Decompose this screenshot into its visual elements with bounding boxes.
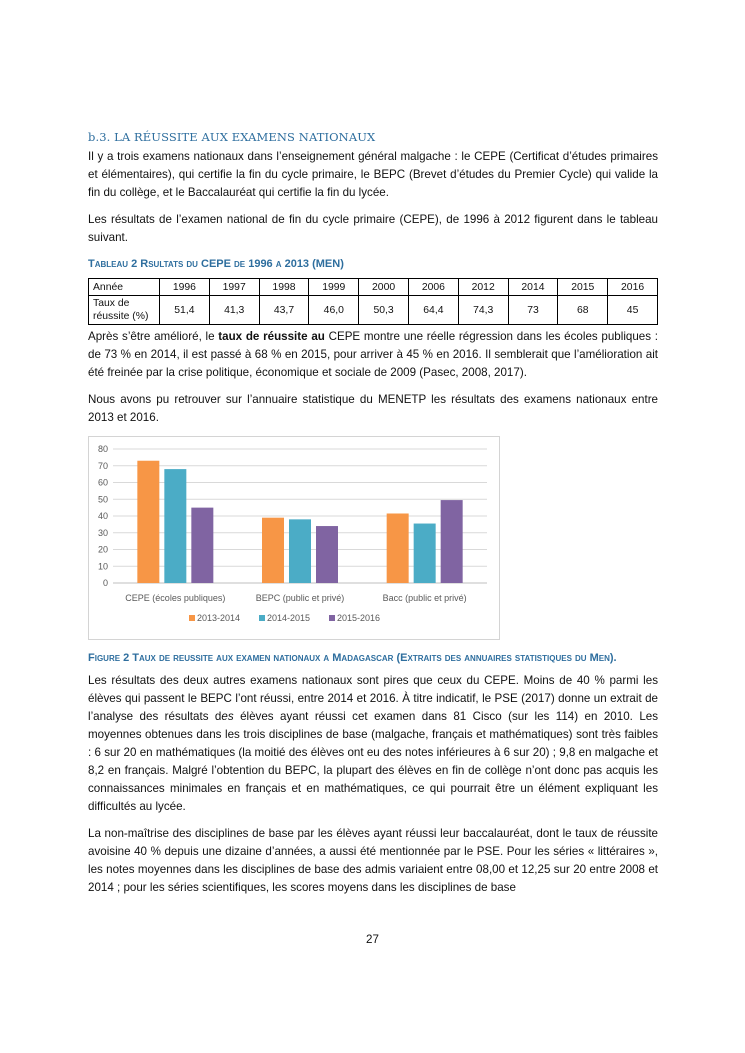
chart-bar <box>262 518 284 583</box>
table-year-cell: 2015 <box>558 279 608 296</box>
chart-bar <box>387 513 409 583</box>
chart-legend-swatch <box>189 615 195 621</box>
table-year-cell: 1996 <box>160 279 210 296</box>
figure-caption: Figure 2 Taux de reussite aux examen nationaux a Madagascar (Extraits des annuaires statistiques du Men). <box>88 652 617 664</box>
paragraph-exams-intro: Il y a trois examens nationaux dans l’enseignement général malgache : le CEPE (Certificat d’études primaires et élémentaires), qui certifie la fin du cycle primaire, le BEPC (Brevet d’études du Premier Cycle) qui valide la fin du collège, et le Baccalauréat qui certifie la fin du lycée. <box>88 150 658 199</box>
table-year-cell: 1998 <box>259 279 309 296</box>
table-values-row <box>89 296 658 325</box>
table-year-cell: 2016 <box>608 279 658 296</box>
paragraph-cepe-intro: Les résultats de l’examen national de fin du cycle primaire (CEPE), de 1996 à 2012 figurent dans le tableau suivant. <box>88 213 658 244</box>
table-header-label: Année <box>89 279 160 296</box>
chart-y-tick-label: 30 <box>97 527 108 538</box>
chart-legend-label: 2013-2014 <box>197 613 241 623</box>
chart-legend-swatch <box>259 615 265 621</box>
table-year-cell: 1999 <box>309 279 359 296</box>
chart-svg <box>89 437 499 639</box>
page-content <box>88 130 658 906</box>
paragraph-bepc-results: Les résultats des deux autres examens nationaux sont pires que ceux du CEPE. Moins de 40 % parmi les élèves qui passent le BEPC l’ont réussi, entre 2014 et 2016. À titre indicatif, le PSE (2017) donne un extrait de l’analyse des résultats des élèves ayant réussi cet examen dans 81 Cisco (sur les 114) en 2010. Les moyennes obtenues dans les trois disciplines de base (malgache, français et mathématiques) sont très faibles : 6 sur 20 en mathématiques (la moitié des élèves ont eu des notes inférieures à 6 sur 20) ; 9,8 en malgache et 8,2 en français. Malgré l’obtention du BEPC, la plupart des élèves en fin de collège n’ont donc pas acquis les connaissances minimales en français et en mathématiques, ce qui pourrait être un élément expliquant les difficultés au lycée. <box>88 674 659 813</box>
chart-y-tick-label: 20 <box>97 544 108 555</box>
chart-bar <box>164 469 186 583</box>
table-year-cell: 2006 <box>408 279 458 296</box>
table-row-label: Taux de réussite (%) <box>89 296 160 325</box>
chart-y-tick-label: 80 <box>97 444 108 454</box>
table-value-cell: 51,4 <box>160 296 210 325</box>
table-value-cell: 50,3 <box>359 296 409 325</box>
chart-bar <box>441 500 463 583</box>
chart-legend-swatch <box>329 615 335 621</box>
paragraph-bacc-results: La non-maîtrise des disciplines de base par les élèves ayant réussi leur baccalauréat, dont le taux de réussite avoisine 40 % depuis une dizaine d’années, a aussi été mentionnée par le PSE. Pour les séries « littéraires », les notes moyennes dans les disciplines de base des admis variaient entre 08,00 et 12,25 sur 20 entre 2008 et 2014 ; pour les séries scientifiques, les scores moyens dans les disciplines de base <box>88 827 658 894</box>
table-value-cell: 68 <box>558 296 608 325</box>
table-year-cell: 1997 <box>209 279 259 296</box>
table-value-cell: 43,7 <box>259 296 309 325</box>
chart-y-tick-label: 40 <box>97 511 108 521</box>
page-number: 27 <box>366 933 379 946</box>
paragraph-cepe-regression: Après s’être amélioré, le taux de réussite au CEPE montre une réelle régression dans les écoles publiques : de 73 % en 2014, il est passé à 68 % en 2015, pour arriver à 45 % en 2016. Il semblerait que l’amélioration ait été freinée par la crise politique, économique et sociale de 2009 (Pasec, 2008, 2017). <box>88 330 659 379</box>
table-year-cell: 2012 <box>458 279 508 296</box>
table-value-cell: 45 <box>608 296 658 325</box>
table-value-cell: 73 <box>508 296 558 325</box>
paragraph-menetp: Nous avons pu retrouver sur l’annuaire statistique du MENETP les résultats des examens nationaux entre 2013 et 2016. <box>88 393 658 424</box>
section-title: b.3. LA RÉUSSITE AUX EXAMENS NATIONAUX <box>88 130 376 144</box>
chart-bar <box>316 526 338 583</box>
table-value-cell: 74,3 <box>458 296 508 325</box>
chart-legend-label: 2015-2016 <box>337 613 381 623</box>
table-header-row <box>89 279 658 296</box>
table-value-cell: 64,4 <box>408 296 458 325</box>
exam-results-chart <box>88 436 500 640</box>
chart-y-tick-label: 70 <box>97 460 108 471</box>
chart-y-tick-label: 60 <box>97 477 108 488</box>
table-year-cell: 2014 <box>508 279 558 296</box>
cepe-results-table <box>88 278 658 325</box>
chart-y-tick-label: 10 <box>97 561 108 572</box>
chart-bar <box>137 461 159 583</box>
chart-bar <box>191 508 213 583</box>
chart-y-tick-label: 50 <box>97 494 108 505</box>
table-caption: Tableau 2 Rsultats du CEPE de 1996 a 2013 (MEN) <box>88 258 344 270</box>
chart-legend-label: 2014-2015 <box>267 613 311 623</box>
chart-category-label: BEPC (public et privé) <box>255 593 345 603</box>
chart-category-label: Bacc (public et privé) <box>382 593 467 603</box>
chart-bar <box>289 519 311 583</box>
table-year-cell: 2000 <box>359 279 409 296</box>
chart-y-tick-label: 0 <box>102 578 108 588</box>
chart-bar <box>414 524 436 583</box>
table-value-cell: 41,3 <box>209 296 259 325</box>
chart-category-label: CEPE (écoles publiques) <box>125 593 226 603</box>
table-value-cell: 46,0 <box>309 296 359 325</box>
